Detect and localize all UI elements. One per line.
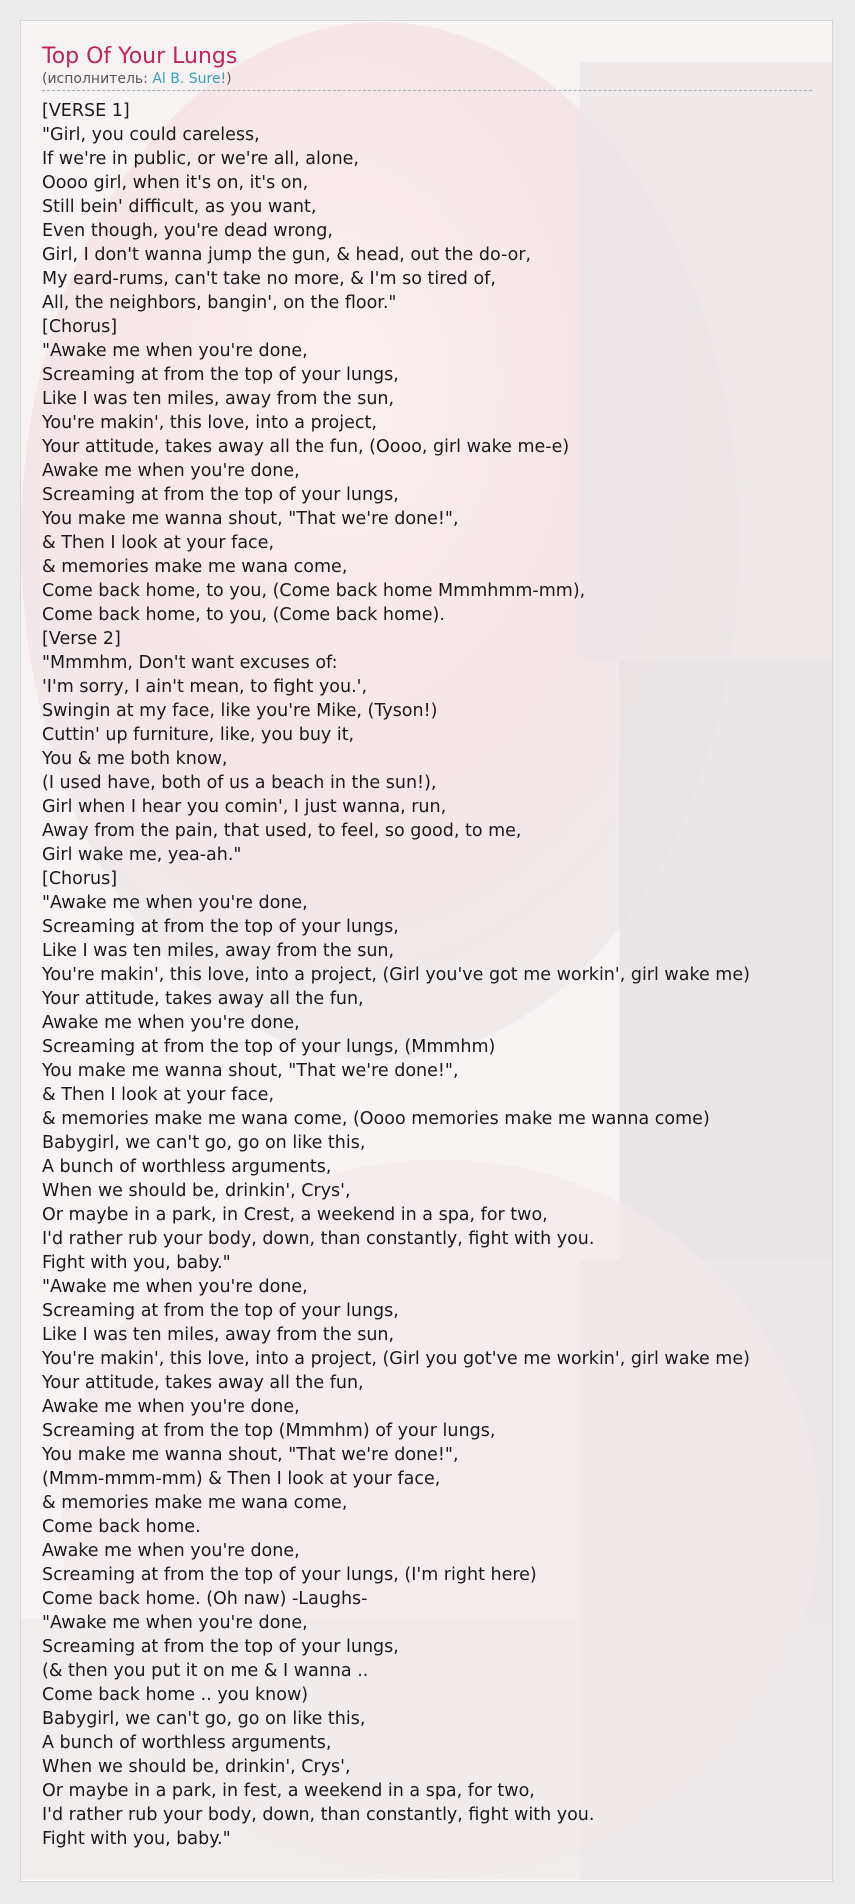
lyric-line: Screaming at from the top of your lungs, (42, 1637, 399, 1657)
lyric-line: (Mmm-mmm-mm) & Then I look at your face, (42, 1469, 441, 1489)
lyric-line: Fight with you, baby." (42, 1829, 231, 1849)
lyric-line: You're makin', this love, into a project, (42, 413, 377, 433)
lyric-line: & Then I look at your face, (42, 533, 275, 553)
lyric-line: Babygirl, we can't go, go on like this, (42, 1709, 366, 1729)
lyric-line: [Chorus] (42, 869, 118, 889)
lyric-line: 'I'm sorry, I ain't mean, to fight you.', (42, 677, 368, 697)
lyric-line: [Verse 2] (42, 629, 121, 649)
lyric-line: & memories make me wana come, (42, 1493, 348, 1513)
lyric-line: Girl when I hear you comin', I just wanna, run, (42, 797, 447, 817)
lyric-line: Come back home. (42, 1517, 201, 1537)
lyric-line: You're makin', this love, into a project, (Girl you got've me workin', girl wake me) (42, 1349, 750, 1369)
lyric-line: "Girl, you could careless, (42, 125, 260, 145)
lyric-line: Awake me when you're done, (42, 1541, 300, 1561)
lyric-line: Screaming at from the top of your lungs, (42, 917, 399, 937)
lyric-line: Girl, I don't wanna jump the gun, & head, out the do-or, (42, 245, 532, 265)
lyric-line: Away from the pain, that used, to feel, so good, to me, (42, 821, 522, 841)
lyric-line: Or maybe in a park, in Crest, a weekend in a spa, for two, (42, 1205, 548, 1225)
lyric-line: "Awake me when you're done, (42, 341, 308, 361)
lyric-line: & memories make me wana come, (Oooo memories make me wanna come) (42, 1109, 710, 1129)
lyric-line: Oooo girl, when it's on, it's on, (42, 173, 309, 193)
lyrics-card (20, 20, 833, 1882)
lyric-line: Like I was ten miles, away from the sun, (42, 389, 395, 409)
lyric-line: Swingin at my face, like you're Mike, (Tyson!) (42, 701, 438, 721)
lyric-line: My eard-rums, can't take no more, & I'm so tired of, (42, 269, 496, 289)
lyric-line: Screaming at from the top of your lungs, (Mmmhm) (42, 1037, 496, 1057)
lyric-line: Come back home .. you know) (42, 1685, 309, 1705)
lyric-line: I'd rather rub your body, down, than constantly, fight with you. (42, 1805, 595, 1825)
lyric-line: & memories make me wana come, (42, 557, 348, 577)
lyric-line: Even though, you're dead wrong, (42, 221, 333, 241)
lyric-line: Like I was ten miles, away from the sun, (42, 1325, 395, 1345)
lyric-line: Cuttin' up furniture, like, you buy it, (42, 725, 355, 745)
lyric-line: Awake me when you're done, (42, 461, 300, 481)
lyric-line: If we're in public, or we're all, alone, (42, 149, 359, 169)
lyric-line: A bunch of worthless arguments, (42, 1157, 332, 1177)
lyric-line: Screaming at from the top of your lungs, (I'm right here) (42, 1565, 537, 1585)
lyric-line: "Mmmhm, Don't want excuses of: (42, 653, 338, 673)
lyric-line: Your attitude, takes away all the fun, (42, 1373, 364, 1393)
lyrics-body (42, 99, 832, 1851)
lyric-line: Your attitude, takes away all the fun, (42, 989, 364, 1009)
lyric-line: Awake me when you're done, (42, 1013, 300, 1033)
lyric-line: When we should be, drinkin', Crys', (42, 1757, 351, 1777)
lyric-line: When we should be, drinkin', Crys', (42, 1181, 351, 1201)
lyric-line: Come back home. (Oh naw) -Laughs- (42, 1589, 368, 1609)
title-divider (42, 90, 812, 91)
lyric-line: Screaming at from the top (Mmmhm) of your lungs, (42, 1421, 496, 1441)
lyric-line: Fight with you, baby." (42, 1253, 231, 1273)
lyric-line: Babygirl, we can't go, go on like this, (42, 1133, 366, 1153)
lyric-line: Screaming at from the top of your lungs, (42, 485, 399, 505)
lyric-line: [VERSE 1] (42, 101, 130, 121)
lyrics-content (42, 43, 832, 1851)
lyric-line: You make me wanna shout, "That we're done!", (42, 1061, 459, 1081)
lyric-line: Come back home, to you, (Come back home Mmmhmm-mm), (42, 581, 586, 601)
lyric-line: & Then I look at your face, (42, 1085, 275, 1105)
lyric-line: (I used have, both of us a beach in the sun!), (42, 773, 437, 793)
lyric-line: Your attitude, takes away all the fun, (Oooo, girl wake me-e) (42, 437, 570, 457)
artist-suffix: ) (226, 71, 232, 87)
lyric-line: (& then you put it on me & I wanna .. (42, 1661, 369, 1681)
lyric-line: Come back home, to you, (Come back home). (42, 605, 445, 625)
lyric-line: Like I was ten miles, away from the sun, (42, 941, 395, 961)
artist-link[interactable]: Al B. Sure! (152, 71, 227, 87)
lyric-line: A bunch of worthless arguments, (42, 1733, 332, 1753)
lyric-line: I'd rather rub your body, down, than constantly, fight with you. (42, 1229, 595, 1249)
lyric-line: You're makin', this love, into a project, (Girl you've got me workin', girl wake me) (42, 965, 750, 985)
artist-prefix: (исполнитель: (42, 71, 153, 87)
lyric-line: Awake me when you're done, (42, 1397, 300, 1417)
lyric-line: "Awake me when you're done, (42, 893, 308, 913)
lyric-line: Screaming at from the top of your lungs, (42, 1301, 399, 1321)
lyric-line: "Awake me when you're done, (42, 1277, 308, 1297)
lyric-line: [Chorus] (42, 317, 118, 337)
lyric-line: Screaming at from the top of your lungs, (42, 365, 399, 385)
lyric-line: You make me wanna shout, "That we're done!", (42, 1445, 459, 1465)
lyric-line: "Awake me when you're done, (42, 1613, 308, 1633)
lyric-line: All, the neighbors, bangin', on the floor." (42, 293, 397, 313)
lyric-line: You make me wanna shout, "That we're done!", (42, 509, 459, 529)
artist-line (42, 71, 832, 87)
lyric-line: Girl wake me, yea-ah." (42, 845, 242, 865)
lyric-line: Or maybe in a park, in fest, a weekend in a spa, for two, (42, 1781, 535, 1801)
song-title: Top Of Your Lungs (42, 44, 238, 69)
lyric-line: Still bein' difficult, as you want, (42, 197, 317, 217)
lyric-line: You & me both know, (42, 749, 228, 769)
